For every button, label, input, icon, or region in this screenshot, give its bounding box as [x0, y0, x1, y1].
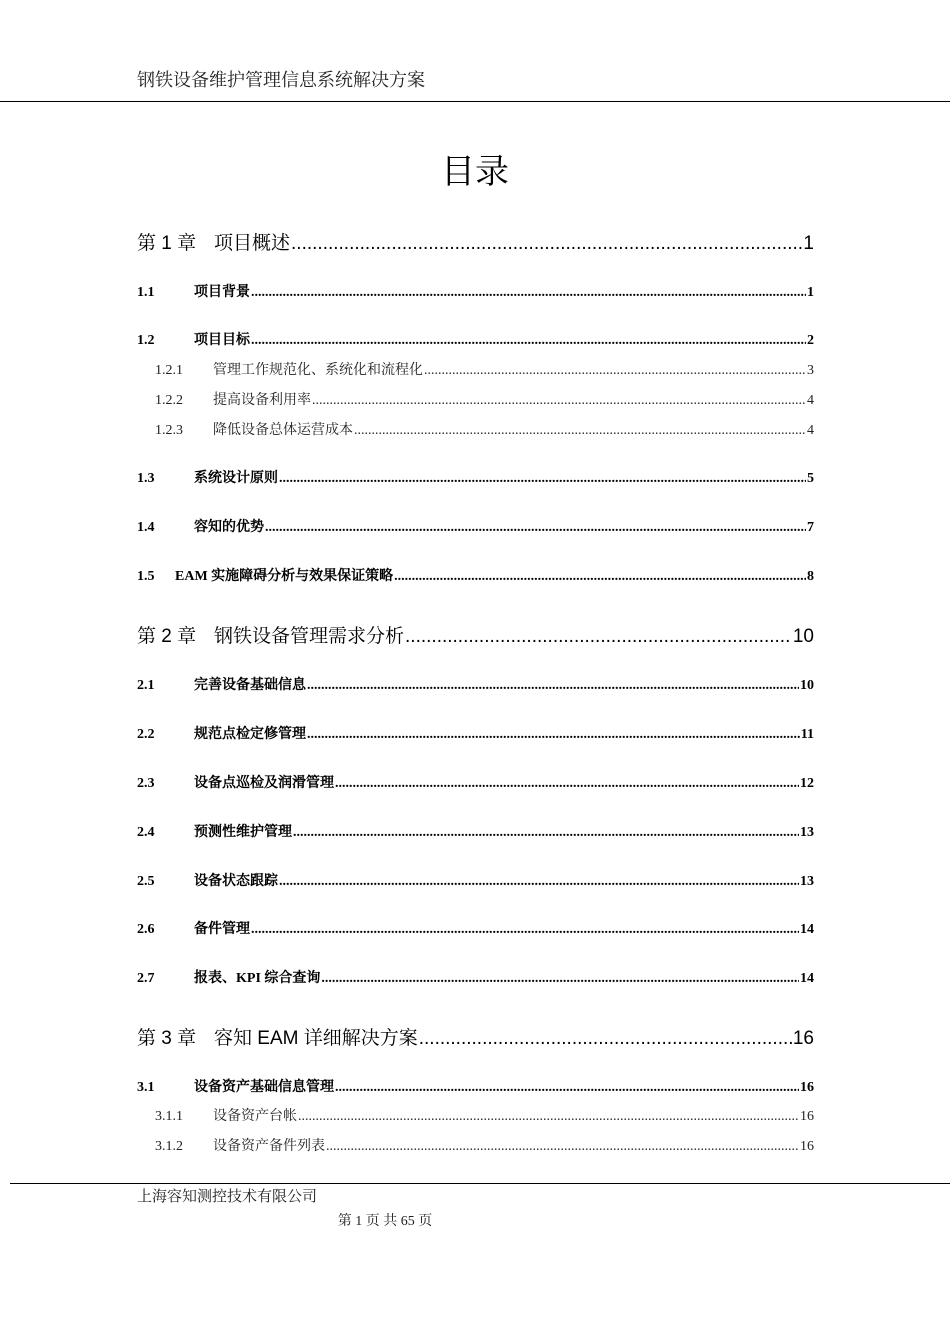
toc-page-number: 16	[800, 1080, 814, 1095]
toc-label: 项目目标	[194, 333, 250, 348]
dot-leader	[251, 922, 799, 938]
toc-entry-3-1[interactable]	[137, 1076, 814, 1096]
toc-page-number: 16	[792, 1028, 814, 1049]
toc-label: 容知 EAM 详细解决方案	[214, 1028, 418, 1049]
toc-number: 2.6	[137, 922, 155, 937]
toc-page-number: 16	[800, 1139, 814, 1154]
page-title: 目录	[441, 152, 509, 192]
toc-number: 3.1.1	[155, 1109, 183, 1124]
toc-entry-3-1-1[interactable]	[155, 1105, 814, 1125]
toc-number: 3.1	[137, 1080, 155, 1095]
toc-entry-1-4[interactable]	[137, 516, 814, 536]
dot-leader	[419, 1028, 792, 1050]
header-divider	[0, 101, 950, 102]
toc-page-number: 14	[800, 922, 814, 937]
toc-number: 2.1	[137, 678, 155, 693]
toc-label: 项目概述	[214, 233, 291, 254]
dot-leader	[405, 626, 792, 648]
dot-leader	[251, 285, 806, 301]
toc-number: 1.5	[137, 569, 155, 584]
toc-page-number: 4	[807, 423, 814, 438]
toc-label: 设备点巡检及润滑管理	[194, 776, 334, 791]
toc-entry-1-2[interactable]	[137, 329, 814, 349]
toc-number: 2.3	[137, 776, 155, 791]
toc-label: 降低设备总体运营成本	[213, 423, 353, 438]
dot-leader	[307, 678, 799, 694]
dot-leader	[307, 727, 800, 743]
toc-label: 设备资产台帐	[213, 1109, 297, 1124]
toc-number: 第 3 章	[137, 1028, 197, 1049]
toc-label: 完善设备基础信息	[194, 678, 306, 693]
dot-leader	[424, 363, 806, 379]
dot-leader	[335, 776, 799, 792]
toc-entry-2-5[interactable]	[137, 870, 814, 890]
toc-label: 容知的优势	[194, 520, 264, 535]
toc-label: 备件管理	[194, 922, 250, 937]
toc-page-number: 2	[807, 333, 814, 348]
toc-label: 设备状态跟踪	[194, 874, 278, 889]
toc-entry-3-1-2[interactable]	[155, 1135, 814, 1155]
toc-page-number: 14	[800, 971, 814, 986]
document-header-title: 钢铁设备维护管理信息系统解决方案	[137, 70, 425, 91]
footer-page-number: 第 1 页 共 65 页	[337, 1214, 433, 1229]
dot-leader	[394, 569, 806, 585]
toc-page-number: 4	[807, 393, 814, 408]
toc-entry-1-2-2[interactable]	[155, 389, 814, 409]
toc-label: 设备资产基础信息管理	[194, 1080, 334, 1095]
toc-number: 2.5	[137, 874, 155, 889]
toc-label: 项目背景	[194, 285, 250, 300]
dot-leader	[291, 233, 802, 255]
toc-page-number: 13	[800, 874, 814, 889]
toc-entry-1-2-3[interactable]	[155, 419, 814, 439]
dot-leader	[279, 874, 799, 890]
toc-number: 1.2.3	[155, 423, 183, 438]
toc-page-number: 13	[800, 825, 814, 840]
toc-number: 1.2.1	[155, 363, 183, 378]
toc-number: 第 1 章	[137, 233, 197, 254]
toc-number: 1.2	[137, 333, 155, 348]
toc-label: 系统设计原则	[194, 471, 278, 486]
toc-label: 规范点检定修管理	[194, 727, 306, 742]
toc-entry-2-2[interactable]	[137, 723, 814, 743]
toc-page-number: 1	[803, 233, 814, 254]
toc-page-number: 12	[800, 776, 814, 791]
toc-entry-chapter-1[interactable]	[137, 228, 814, 255]
toc-label: 预测性维护管理	[194, 825, 292, 840]
toc-label: EAM 实施障碍分析与效果保证策略	[175, 569, 394, 584]
toc-entry-chapter-2[interactable]	[137, 621, 814, 648]
toc-page-number: 5	[807, 471, 814, 486]
toc-entry-1-3[interactable]	[137, 467, 814, 487]
toc-page-number: 7	[807, 520, 814, 535]
dot-leader	[321, 971, 799, 987]
toc-entry-2-3[interactable]	[137, 772, 814, 792]
dot-leader	[335, 1080, 799, 1096]
toc-entry-chapter-3[interactable]	[137, 1023, 814, 1050]
toc-page-number: 8	[807, 569, 814, 584]
footer-company-name: 上海容知测控技术有限公司	[137, 1187, 318, 1205]
toc-label: 管理工作规范化、系统化和流程化	[213, 363, 423, 378]
toc-number: 3.1.2	[155, 1139, 183, 1154]
toc-number: 2.2	[137, 727, 155, 742]
dot-leader	[265, 520, 806, 536]
toc-label: 提高设备利用率	[213, 393, 311, 408]
toc-page-number: 16	[800, 1109, 814, 1124]
toc-entry-1-2-1[interactable]	[155, 359, 814, 379]
toc-entry-2-6[interactable]	[137, 918, 814, 938]
toc-page-number: 11	[800, 727, 814, 742]
toc-label: 报表、KPI 综合查询	[194, 971, 321, 986]
toc-entry-1-1[interactable]	[137, 281, 814, 301]
toc-number: 2.4	[137, 825, 155, 840]
dot-leader	[293, 825, 799, 841]
toc-page-number: 3	[807, 363, 814, 378]
toc-number: 第 2 章	[137, 626, 197, 647]
dot-leader	[354, 423, 806, 439]
footer-divider	[10, 1183, 950, 1184]
dot-leader	[298, 1109, 799, 1125]
toc-number: 1.1	[137, 285, 155, 300]
toc-page-number: 10	[800, 678, 814, 693]
dot-leader	[312, 393, 806, 409]
toc-label: 钢铁设备管理需求分析	[214, 626, 405, 647]
toc-number: 1.4	[137, 520, 155, 535]
toc-page-number: 1	[807, 285, 814, 300]
toc-entry-1-5[interactable]	[137, 565, 814, 585]
dot-leader	[251, 333, 806, 349]
toc-entry-2-1[interactable]	[137, 674, 814, 694]
toc-label: 设备资产备件列表	[213, 1139, 325, 1154]
toc-number: 1.2.2	[155, 393, 183, 408]
dot-leader	[279, 471, 806, 487]
toc-entry-2-4[interactable]	[137, 821, 814, 841]
toc-number: 2.7	[137, 971, 155, 986]
toc-number: 1.3	[137, 471, 155, 486]
toc-page-number: 10	[792, 626, 814, 647]
toc-entry-2-7[interactable]	[137, 967, 814, 987]
dot-leader	[326, 1139, 799, 1155]
